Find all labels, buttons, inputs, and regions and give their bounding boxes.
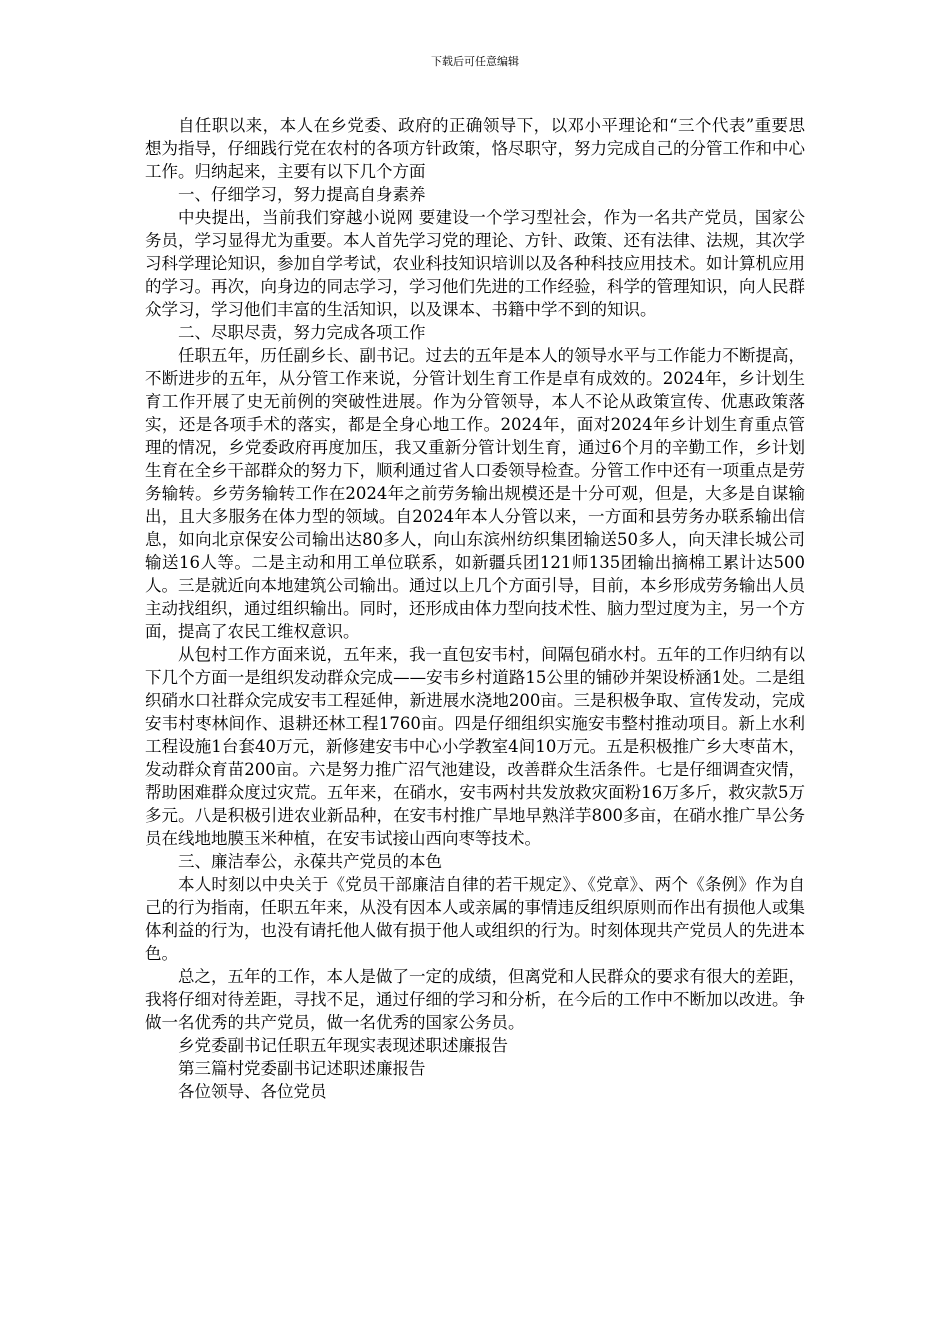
intro-paragraph: 自任职以来，本人在乡党委、政府的正确领导下，以邓小平理论和“三个代表”重要思想为指导，仔细践行党在农村的各项方针政策，恪尽职守，努力完成自己的分管工作和中心工作。归纳起来，主要有以下几个方面 — [145, 116, 805, 181]
page-header-note: 下载后可任意编辑 — [431, 55, 519, 68]
village-work-paragraph: 从包村工作方面来说，五年来，我一直包安韦村，间隔包硝水村。五年的工作归纳有以下几个方面一是组织发动群众完成——安韦乡村道路15公里的铺砂并架设桥涵1处。二是组织硝水口社群众完成安韦工程延伸，新进展水浇地200亩。三是积极争取、宣传发动，完成安韦村枣林间作、退耕还林工程1760亩。四是仔细组织实施安韦整村推动项目。新上水利工程设施1台套40万元，新修建安韦中心小学教室4间10万元。五是积极推广乡大枣苗木，发动群众育苗200亩。六是努力推广沼气池建设，改善群众生活条件。七是仔细调查灾情，帮助困难群众度过灾荒。五年来，在硝水，安韦两村共发放救灾面粉16万多斤，救灾款5万多元。八是积极引进农业新品种，在安韦村推广旱地早熟洋芋800多亩，在硝水推广旱公务员在线地地膜玉米种植，在安韦试接山西向枣等技术。 — [145, 645, 805, 848]
section-heading-1: 一、仔细学习，努力提高自身素养 — [178, 185, 426, 204]
document-body — [145, 114, 805, 1103]
summary-paragraph: 总之，五年的工作，本人是做了一定的成绩，但离党和人民群众的要求有很大的差距，我将仔细对待差距，寻找不足，通过仔细的学习和分析，在今后的工作中不断加以改进。争做一名优秀的共产党员，做一名优秀的国家公务员。 — [145, 967, 805, 1032]
work-paragraph: 任职五年，历任副乡长、副书记。过去的五年是本人的领导水平与工作能力不断提高，不断进步的五年，从分管工作来说，分管计划生育工作是卓有成效的。2024年，乡计划生育工作开展了史无前例的突破性进展。作为分管领导，本人不论从政策宣传、优惠政策落实，还是各项手术的落实，都是全身心地工作。2024年，面对2024年乡计划生育重点管理的情况，乡党委政府再度加压，我又重新分管计划生育，通过6个月的辛勤工作，乡计划生育在全乡干部群众的努力下，顺利通过省人口委领导检查。分管工作中还有一项重点是劳务输转。乡劳务输转工作在2024年之前劳务输出规模还是十分可观，但是，大多是自谋输出，且大多服务在体力型的领域。自2024年本人分管以来，一方面和县劳务办联系输出信息，如向北京保安公司输出达80多人，向山东滨州纺织集团输送50多人，向天津长城公司输送16人等。二是主动和用工单位联系，如新疆兵团121师135团输出摘棉工累计达500人。三是就近向本地建筑公司输出。通过以上几个方面引导，目前，本乡形成劳务输出人员主动找组织，通过组织输出。同时，还形成由体力型向技术性、脑力型过度为主，另一个方面，提高了农民工维权意识。 — [145, 346, 805, 641]
section-heading-2: 二、尽职尽责，努力完成各项工作 — [178, 323, 426, 342]
next-article-title: 第三篇村党委副书记述职述廉报告 — [178, 1059, 426, 1078]
study-paragraph: 中央提出，当前我们穿越小说网 要建设一个学习型社会，作为一名共产党员，国家公务员，学习显得尤为重要。本人首先学习党的理论、方针、政策、还有法律、法规，其次学习科学理论知识，参加自学考试，农业科技知识培训以及各种科技应用技术。如计算机应用的学习。再次，向身边的同志学习，学习他们先进的工作经验，科学的管理知识，向人民群众学习，学习他们丰富的生活知识，以及课本、书籍中学不到的知识。 — [145, 208, 805, 319]
report-title-line: 乡党委副书记任职五年现实表现述职述廉报告 — [178, 1036, 508, 1055]
section-heading-3: 三、廉洁奉公，永葆共产党员的本色 — [178, 852, 442, 871]
integrity-paragraph: 本人时刻以中央关于《党员干部廉洁自律的若干规定》、《党章》、两个《条例》作为自己的行为指南，任职五年来，从没有因本人或亲属的事情违反组织原则而作出有损他人或集体利益的行为，也没有请托他人做有损于他人或组织的行为。时刻体现共产党员人的先进本色。 — [145, 875, 805, 963]
salutation-line: 各位领导、各位党员 — [178, 1082, 327, 1101]
